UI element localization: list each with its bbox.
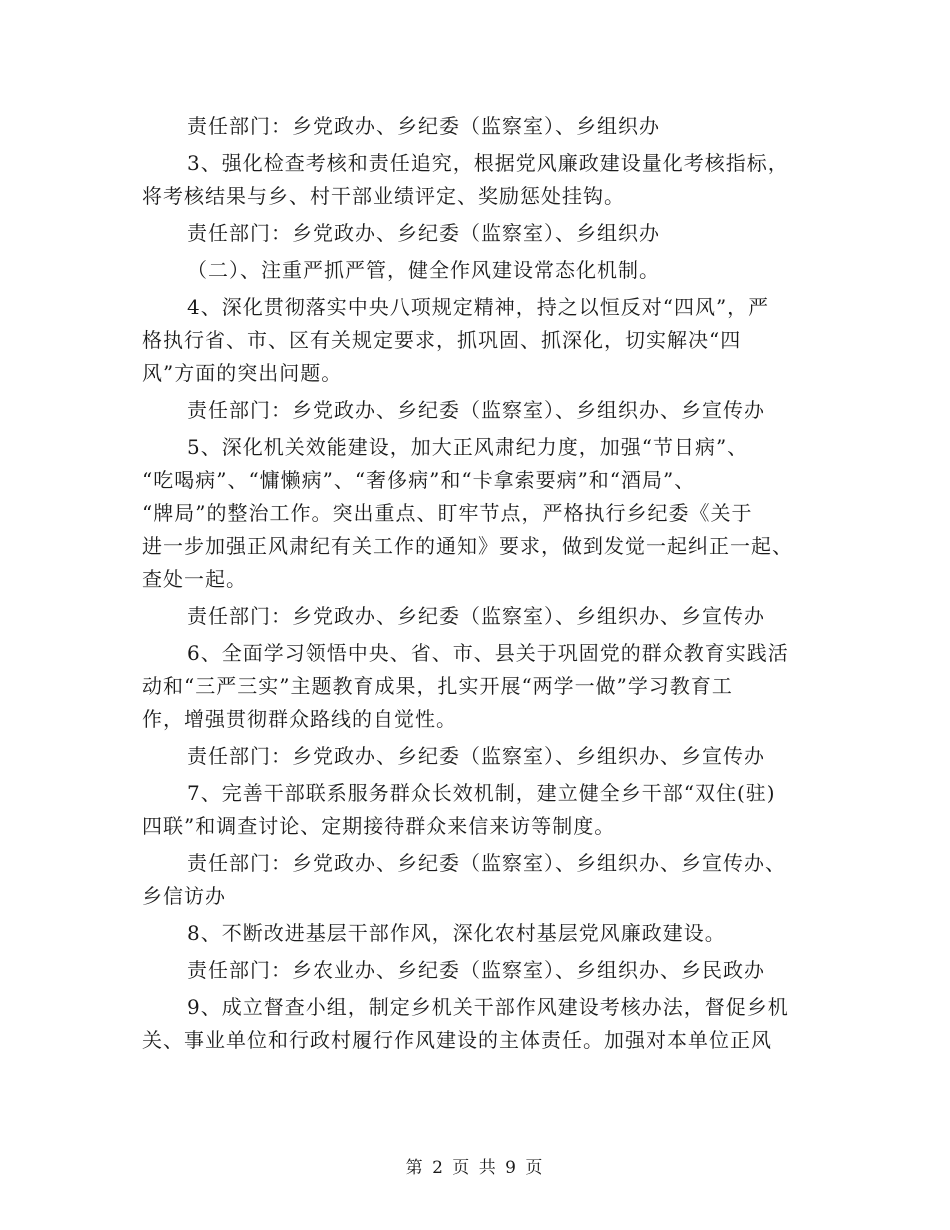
- text-line: （二）、注重严抓严管，健全作风建设常态化机制。: [187, 258, 660, 282]
- text-line: “牌局”的整治工作。突出重点、盯牢节点，严格执行乡纪委《关于: [142, 501, 753, 525]
- page-number-footer: 第 2 页 共 9 页: [405, 1158, 545, 1178]
- text-line: 责任部门：乡党政办、乡纪委（监察室）、乡组织办、乡宣传办: [187, 398, 765, 422]
- paragraph-item-9: [142, 991, 810, 1057]
- text-line: 将考核结果与乡、村干部业绩评定、奖励惩处挂钩。: [142, 184, 625, 208]
- text-line: 8、不断改进基层干部作风，深化农村基层党风廉政建设。: [187, 921, 726, 945]
- text-line: 3、强化检查考核和责任追究，根据党风廉政建设量化考核指标，: [187, 151, 789, 175]
- text-line: 责任部门：乡党政办、乡纪委（监察室）、乡组织办、乡宣传办: [187, 744, 765, 768]
- paragraph-item-3: [142, 147, 810, 213]
- paragraph-responsible-dept: [142, 600, 810, 633]
- text-line: 动和“三严三实”主题教育成果，扎实开展“两学一做”学习教育工: [142, 674, 733, 698]
- text-line: 关、事业单位和行政村履行作风建设的主体责任。加强对本单位正风: [142, 1028, 772, 1052]
- paragraph-item-6: [142, 637, 810, 736]
- text-line: 4、深化贯彻落实中央八项规定精神，持之以恒反对“四风”，严: [187, 295, 770, 319]
- paragraph-item-4: [142, 291, 810, 390]
- text-line: 责任部门：乡党政办、乡纪委（监察室）、乡组织办: [187, 114, 660, 138]
- paragraph-responsible-dept: [142, 954, 810, 987]
- text-line: 四联”和调查讨论、定期接待群众来信来访等制度。: [142, 814, 616, 838]
- text-line: 查处一起。: [142, 567, 247, 591]
- paragraph-item-7: [142, 777, 810, 843]
- paragraph-responsible-dept: [142, 217, 810, 250]
- paragraph-item-8: [142, 917, 810, 950]
- text-line: 责任部门：乡党政办、乡纪委（监察室）、乡组织办: [187, 221, 660, 245]
- document-body: [142, 110, 810, 1061]
- text-line: 7、完善干部联系服务群众长效机制，建立健全乡干部“双住(驻): [187, 781, 776, 805]
- text-line: 进一步加强正风肃纪有关工作的通知》要求，做到发觉一起纠正一起、: [142, 534, 793, 558]
- section-heading-2: [142, 254, 810, 287]
- text-line: “吃喝病”、“慵懒病”、“奢侈病”和“卡拿索要病”和“酒局”、: [142, 468, 696, 492]
- text-line: 乡信访办: [142, 884, 226, 908]
- paragraph-responsible-dept: [142, 394, 810, 427]
- text-line: 格执行省、市、区有关规定要求，抓巩固、抓深化，切实解决“四: [142, 328, 742, 352]
- text-line: 作，增强贯彻群众路线的自觉性。: [142, 707, 457, 731]
- text-line: 5、深化机关效能建设，加大正风肃纪力度，加强“节日病”、: [187, 435, 749, 459]
- text-line: 责任部门：乡党政办、乡纪委（监察室）、乡组织办、乡宣传办、: [187, 851, 786, 875]
- text-line: 责任部门：乡党政办、乡纪委（监察室）、乡组织办、乡宣传办: [187, 604, 765, 628]
- paragraph-responsible-dept: [142, 740, 810, 773]
- text-line: 9、成立督查小组，制定乡机关干部作风建设考核办法，督促乡机: [187, 995, 789, 1019]
- text-line: 责任部门：乡农业办、乡纪委（监察室）、乡组织办、乡民政办: [187, 958, 765, 982]
- paragraph-item-5: [142, 431, 810, 596]
- text-line: 风”方面的突出问题。: [142, 361, 343, 385]
- paragraph-responsible-dept: [142, 110, 810, 143]
- paragraph-responsible-dept: [142, 847, 810, 913]
- text-line: 6、全面学习领悟中央、省、市、县关于巩固党的群众教育实践活: [187, 641, 789, 665]
